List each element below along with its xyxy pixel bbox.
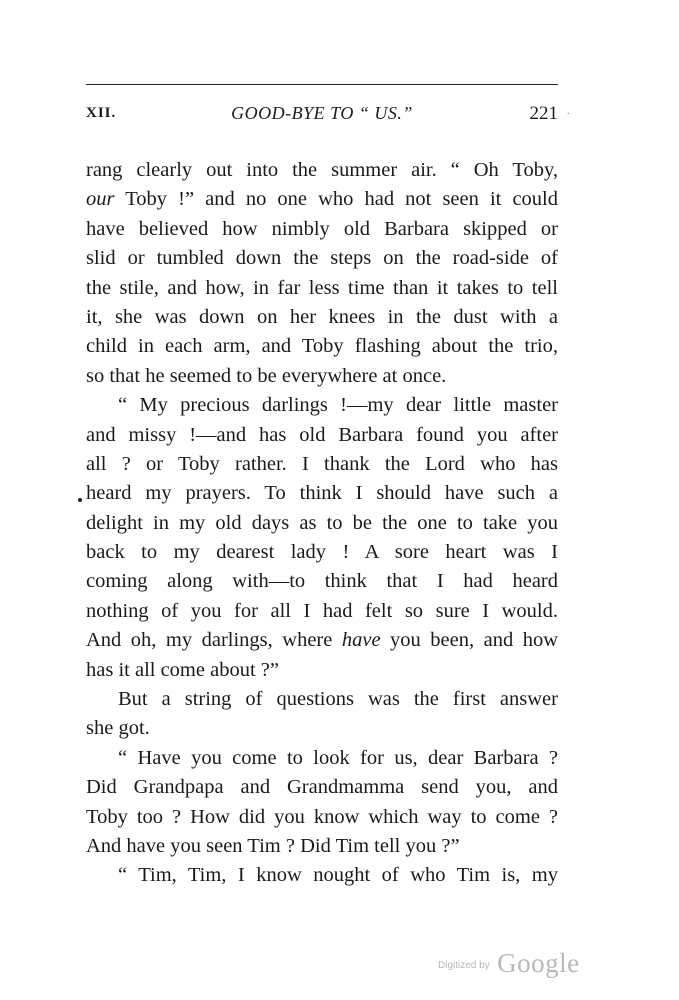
text-line — [86, 538, 558, 567]
text-line — [86, 597, 558, 626]
text-segment: “ Have you come to look for us, dear Barbara ? — [118, 746, 558, 769]
running-header — [86, 103, 570, 129]
text-line — [86, 391, 558, 420]
text-line — [86, 421, 558, 450]
text-segment: And oh, my darlings, where — [86, 629, 342, 652]
text-segment: Toby too ? How did you know which way to come ? — [86, 805, 558, 828]
text-line — [86, 509, 558, 538]
margin-mark — [78, 498, 82, 502]
text-segment: so that he seemed to be everywhere at once. — [86, 364, 447, 387]
italic-word: have — [341, 629, 381, 652]
chapter-number: XII. — [86, 105, 117, 121]
text-line — [86, 479, 558, 508]
text-segment: Toby !” and no one who had not seen it could — [114, 188, 558, 211]
text-line — [86, 362, 558, 391]
text-segment: “ Tim, Tim, I know nought of who Tim is, my — [118, 864, 558, 887]
text-segment: she got. — [86, 717, 150, 740]
digitized-by-google-watermark — [438, 948, 580, 979]
text-segment: have believed how nimbly old Barbara skipped or — [86, 217, 558, 240]
text-line — [86, 626, 558, 655]
text-segment: “ My precious darlings !—my dear little master — [118, 394, 558, 417]
body-text — [86, 156, 558, 891]
text-segment: heard my prayers. To think I should have such a — [86, 482, 558, 505]
text-segment: all ? or Toby rather. I thank the Lord who has — [86, 452, 558, 475]
text-segment: back to my dearest lady ! A sore heart was I — [86, 541, 558, 564]
text-segment: child in each arm, and Toby flashing about the trio, — [86, 335, 558, 358]
text-segment: you been, and how — [380, 629, 558, 652]
text-line — [86, 215, 558, 244]
header-rule — [86, 84, 558, 85]
watermark-prefix: Digitized by — [438, 960, 490, 971]
text-line — [86, 656, 558, 685]
text-line — [86, 185, 558, 214]
text-segment: the stile, and how, in far less time than it takes to tell — [86, 276, 558, 299]
margin-tick: · — [566, 109, 570, 120]
text-segment: But a string of questions was the first answer — [118, 688, 558, 711]
page-number: 221 — [529, 103, 558, 124]
text-line — [86, 685, 558, 714]
text-segment: nothing of you for all I had felt so sure I would. — [86, 599, 558, 622]
text-line — [86, 303, 558, 332]
italic-word: our — [86, 188, 115, 211]
running-title: GOOD-BYE TO “ US.” — [231, 103, 413, 123]
text-line — [86, 567, 558, 596]
text-line — [86, 803, 558, 832]
text-line — [86, 450, 558, 479]
text-segment: rang clearly out into the summer air. “ Oh Toby, — [86, 159, 558, 181]
text-line — [86, 773, 558, 802]
text-segment: And have you seen Tim ? Did Tim tell you ?” — [86, 834, 460, 857]
text-line — [86, 332, 558, 361]
text-line — [86, 714, 558, 743]
text-line — [86, 274, 558, 303]
text-line — [86, 156, 558, 185]
text-segment: Did Grandpapa and Grandmamma send you, and — [86, 776, 558, 799]
text-line — [86, 832, 558, 861]
google-logo: Google — [497, 948, 580, 978]
text-line — [86, 861, 558, 890]
text-line — [86, 244, 558, 273]
text-segment: and missy !—and has old Barbara found you after — [86, 423, 558, 446]
text-segment: slid or tumbled down the steps on the road-side of — [86, 247, 558, 270]
text-segment: coming along with—to think that I had heard — [86, 570, 558, 593]
text-line — [86, 744, 558, 773]
text-segment: it, she was down on her knees in the dust with a — [86, 305, 558, 328]
text-segment: has it all come about ?” — [86, 658, 279, 681]
text-segment: delight in my old days as to be the one to take you — [86, 511, 558, 534]
